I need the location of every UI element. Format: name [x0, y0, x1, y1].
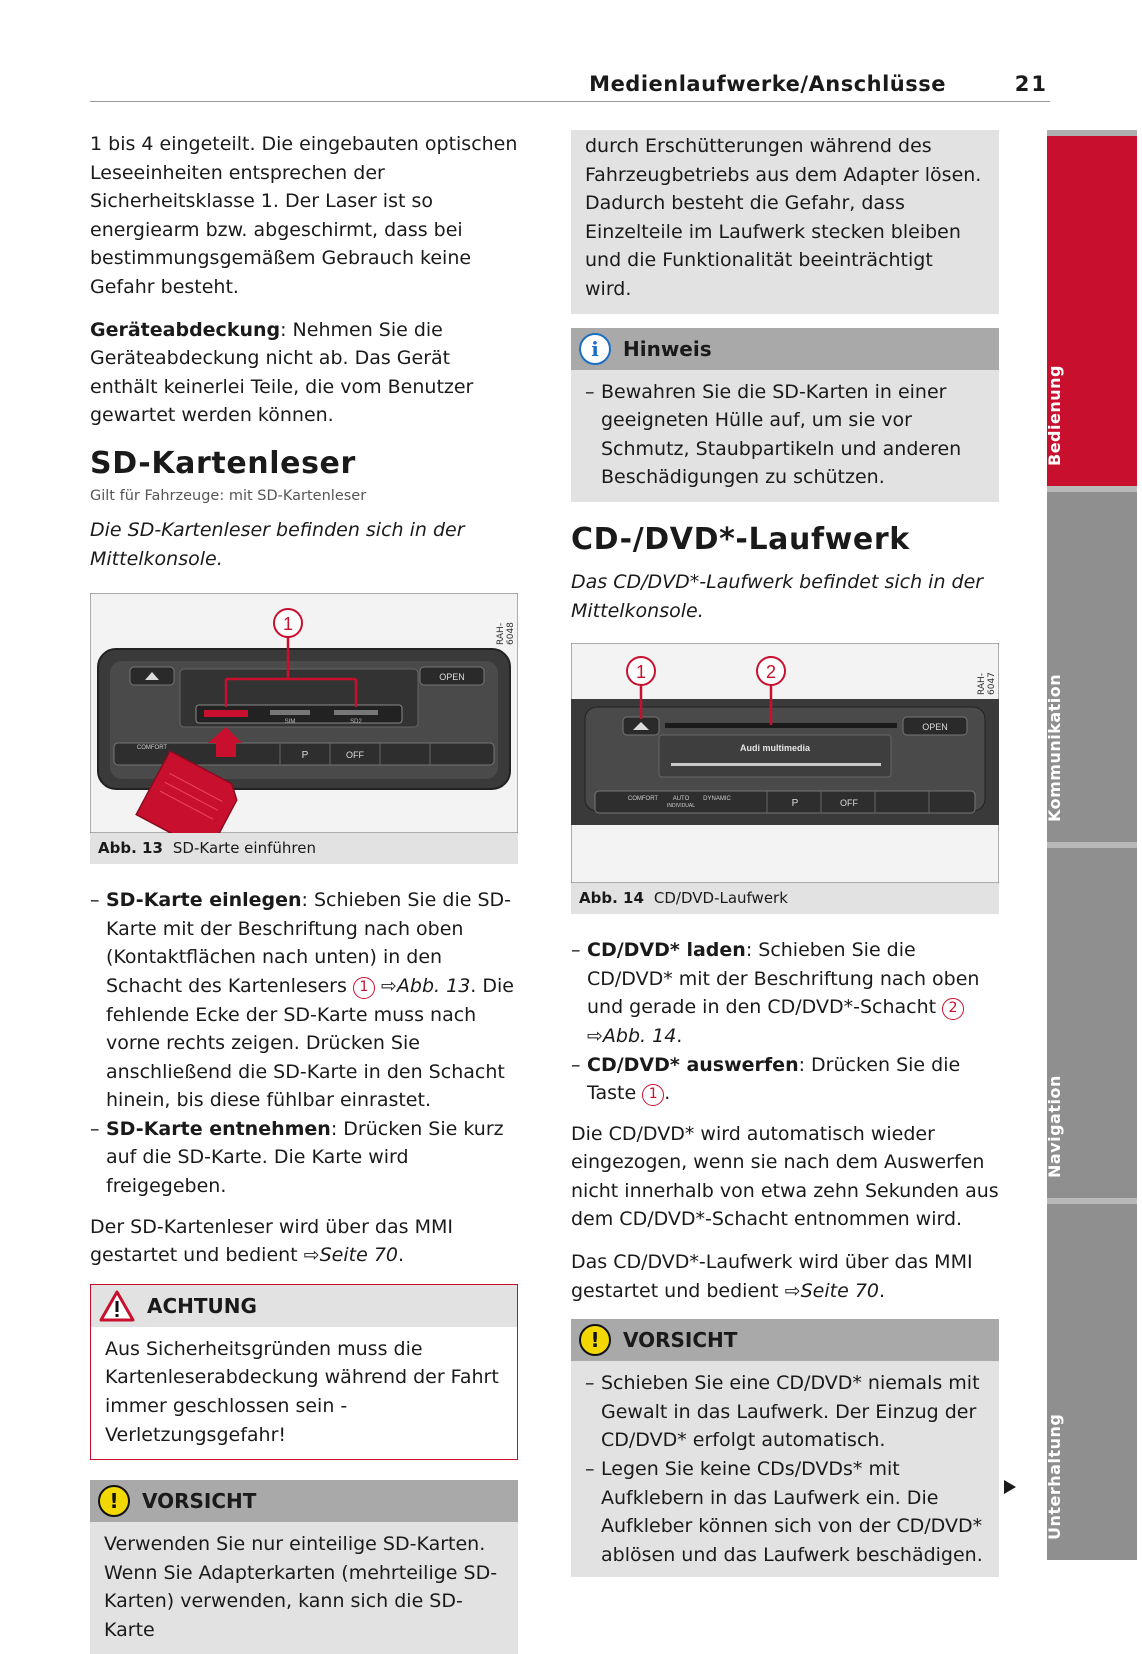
sd-steps-list [90, 886, 518, 1201]
cd-auto-label: AUTO [672, 796, 690, 803]
cd-open-label: OPEN [922, 722, 948, 733]
tab-label: Navigation [1045, 1075, 1064, 1178]
step-text-cont: . Die fehlende Ecke der SD-Karte muss nach vorne rechts zeigen. Drücken Sie anschließend die SD-Karte in den Schacht hinein, bis diese fühlbar einrastet. [106, 974, 514, 1112]
caution-text: Verwenden Sie nur einteilige SD-Karten. Wenn Sie Adapterkarten (mehrteilige SD-Karten) verwenden, kann sich die SD-Karte [104, 1533, 498, 1641]
cover-text: : Nehmen Sie die Geräteabdeckung nicht ab. Das Gerät enthält keinerlei Teile, die vom Benutzer gewartet werden können. [90, 318, 474, 427]
tab-bedienung[interactable] [1047, 130, 1137, 486]
tab-label: Bedienung [1045, 365, 1064, 466]
caution-header [90, 1480, 518, 1522]
caption-label: Abb. 13 [98, 839, 163, 858]
note-title: Hinweis [623, 336, 712, 361]
warning-box [90, 1284, 518, 1460]
right-column [571, 130, 999, 1597]
list-item: – Legen Sie keine CDs/DVDs* mit Aufklebern in das Laufwerk ein. Die Aufkleber können sich von der CD/DVD* ablösen und das Laufwerk beschädigen. [585, 1455, 985, 1569]
caption-text: SD-Karte einführen [172, 839, 316, 858]
cd-steps-list [571, 936, 999, 1108]
caution-title: VORSICHT [142, 1489, 257, 1514]
mmi-text: Das CD/DVD*-Laufwerk wird über das MMI gestartet und bedient [571, 1251, 973, 1302]
cd-lead: Das CD/DVD*-Laufwerk befindet sich in der Mittelkonsole. [571, 570, 984, 622]
list-item: – Schieben Sie eine CD/DVD* niemals mit Gewalt in das Laufwerk. Der Einzug der CD/DVD* erfolgt automatisch. [585, 1369, 985, 1455]
note-box [571, 328, 999, 502]
cd-callout-2: 2 [765, 662, 777, 683]
chapter-title: Medienlaufwerke/Anschlüsse [589, 72, 946, 96]
step-text: : Schieben Sie die SD-Karte mit der Beschriftung nach oben (Kontaktflächen nach unten) in den Schacht des Kartenlesers [106, 889, 512, 997]
step-text-cont: . [676, 1024, 683, 1047]
mmi-text-end: . [398, 1244, 405, 1267]
section-title-cd: CD-/DVD*-Laufwerk [571, 521, 910, 557]
cd-dynamic-label: DYNAMIC [703, 796, 731, 803]
page-link[interactable]: Seite 70 [800, 1279, 879, 1302]
sd-lead: Die SD-Kartenleser befinden sich in der Mittelkonsole. [90, 518, 465, 570]
page-number: 21 [1014, 72, 1048, 96]
svg-text:P: P [301, 750, 309, 762]
cd-individual-label: INDIVIDUAL [666, 803, 696, 810]
step-text: : Drücken Sie kurz auf die SD-Karte. Die Karte wird freigegeben. [106, 1117, 504, 1198]
caution-continuation-body [571, 130, 999, 314]
tab-label: Kommunikation [1045, 673, 1064, 822]
cd-caption-text: CD/DVD-Laufwerk [653, 889, 788, 908]
display-text: Audi multimedia [739, 743, 811, 754]
note-body [571, 370, 999, 502]
open-label: OPEN [439, 672, 465, 683]
tab-navigation[interactable] [1047, 842, 1137, 1198]
caution-box-right [571, 1319, 999, 1577]
cd-figure-code: RAH-6047 [977, 672, 997, 696]
left-column [90, 130, 518, 1654]
cd-mmi-paragraph [571, 1248, 999, 1305]
caution-body [90, 1522, 518, 1654]
cover-paragraph [90, 316, 518, 430]
ref-arrow: ⇨ [380, 974, 397, 997]
info-icon: i [579, 333, 611, 365]
auto-paragraph: Die CD/DVD* wird automatisch wieder eingezogen, wenn sie nach dem Auswerfen nicht innerhalb von etwa zehn Sekunden aus dem CD/DVD*-Schacht entnommen wird. [571, 1122, 999, 1231]
comfort-label: COMFORT [136, 745, 168, 752]
step-term: SD-Karte entnehmen [106, 1117, 331, 1140]
caution-icon: ! [579, 1324, 611, 1356]
warning-text: Aus Sicherheitsgründen muss die Kartenleserabdeckung während der Fahrt immer geschlossen sein - Verletzungsgefahr! [105, 1337, 499, 1446]
page-header [90, 68, 1050, 102]
warning-header [91, 1285, 517, 1327]
section-title-sd: SD-Kartenleser [90, 445, 356, 481]
list-item [90, 1115, 518, 1201]
callout-ref-1: 1 [642, 1084, 664, 1106]
caution-icon: ! [98, 1485, 130, 1517]
tab-unterhaltung[interactable] [1047, 1198, 1137, 1560]
caution-header [571, 1319, 999, 1361]
list-item [571, 1051, 999, 1108]
step-text: : Drücken Sie die Taste [587, 1053, 961, 1105]
step-text-cont: . [664, 1082, 671, 1105]
figure-cd-drive [571, 643, 999, 914]
caution-box-left [90, 1480, 518, 1654]
cd-caption-label: Abb. 14 [579, 889, 644, 908]
cd-callout-1: 1 [635, 662, 647, 683]
intro-paragraph: 1 bis 4 eingeteilt. Die eingebauten optischen Leseeinheiten entsprechen der Sicherheitsklasse 1. Der Laser ist so energiearm bzw. abgeschirmt, dass bei bestimmungsgemäßem Gebrauch keine Gefahr besteht. [90, 133, 518, 298]
mmi-paragraph [90, 1213, 518, 1270]
warning-title: ACHTUNG [147, 1293, 257, 1318]
mmi-text-end: . [879, 1279, 886, 1302]
ref-arrow: ⇨ [303, 1244, 320, 1267]
note-header [571, 328, 999, 370]
mmi-text: Der SD-Kartenleser wird über das MMI gestartet und bedient [90, 1215, 453, 1267]
sd-reader-illustration [90, 593, 518, 833]
callout-1: 1 [282, 614, 294, 635]
list-item [571, 936, 999, 1050]
caution-continuation-text: durch Erschütterungen während des Fahrzeugbetriebs aus dem Adapter lösen. Dadurch besteht die Gefahr, dass Einzelteile im Laufwerk stecken bleiben und die Funktionalität beeinträchtigt wird. [585, 135, 982, 300]
tab-kommunikation[interactable] [1047, 486, 1137, 842]
svg-text:OFF: OFF [840, 798, 858, 809]
ref-arrow: ⇨ [784, 1279, 801, 1302]
callout-ref-2: 2 [942, 998, 964, 1020]
caution-title: VORSICHT [623, 1328, 738, 1353]
next-page-arrow-icon [1004, 1480, 1016, 1494]
figure-sd-card-reader [90, 593, 518, 864]
slot-sd2-label: SD2 [350, 719, 362, 726]
caution-body [571, 1361, 999, 1577]
cd-drive-illustration [571, 643, 999, 883]
slot-sim-label: SIM [284, 719, 296, 726]
caution-continuation [571, 130, 999, 314]
cd-figure-caption [571, 883, 999, 914]
page-link[interactable]: Seite 70 [319, 1244, 398, 1267]
tab-label: Unterhaltung [1045, 1413, 1064, 1540]
list-item [90, 886, 518, 1115]
figure-code: RAH-6048 [496, 622, 516, 646]
warning-body [91, 1327, 517, 1459]
svg-text:P: P [791, 798, 799, 810]
svg-text:OFF: OFF [346, 750, 364, 761]
callout-ref-1: 1 [353, 977, 375, 999]
applies-to-note: Gilt für Fahrzeuge: mit SD-Kartenleser [90, 487, 367, 504]
list-item: – Bewahren Sie die SD-Karten in einer geeigneten Hülle auf, um sie vor Schmutz, Staubpartikeln und anderen Beschädigungen zu schützen. [585, 378, 985, 492]
step-text: : Schieben Sie die CD/DVD* mit der Beschriftung nach oben und gerade in den CD/DVD*-Schacht [587, 939, 980, 1019]
step-term: CD/DVD* laden [587, 939, 746, 962]
ref-arrow: ⇨ [587, 1024, 603, 1047]
step-term: SD-Karte einlegen [106, 889, 302, 912]
warning-triangle-icon [99, 1290, 135, 1322]
figure-link[interactable]: Abb. 14 [602, 1024, 677, 1047]
figure-link[interactable]: Abb. 13 [396, 974, 471, 997]
step-term: CD/DVD* auswerfen [587, 1053, 799, 1076]
cover-term: Geräteabdeckung [90, 318, 281, 341]
cd-comfort-label: COMFORT [627, 796, 659, 803]
figure-caption [90, 833, 518, 864]
